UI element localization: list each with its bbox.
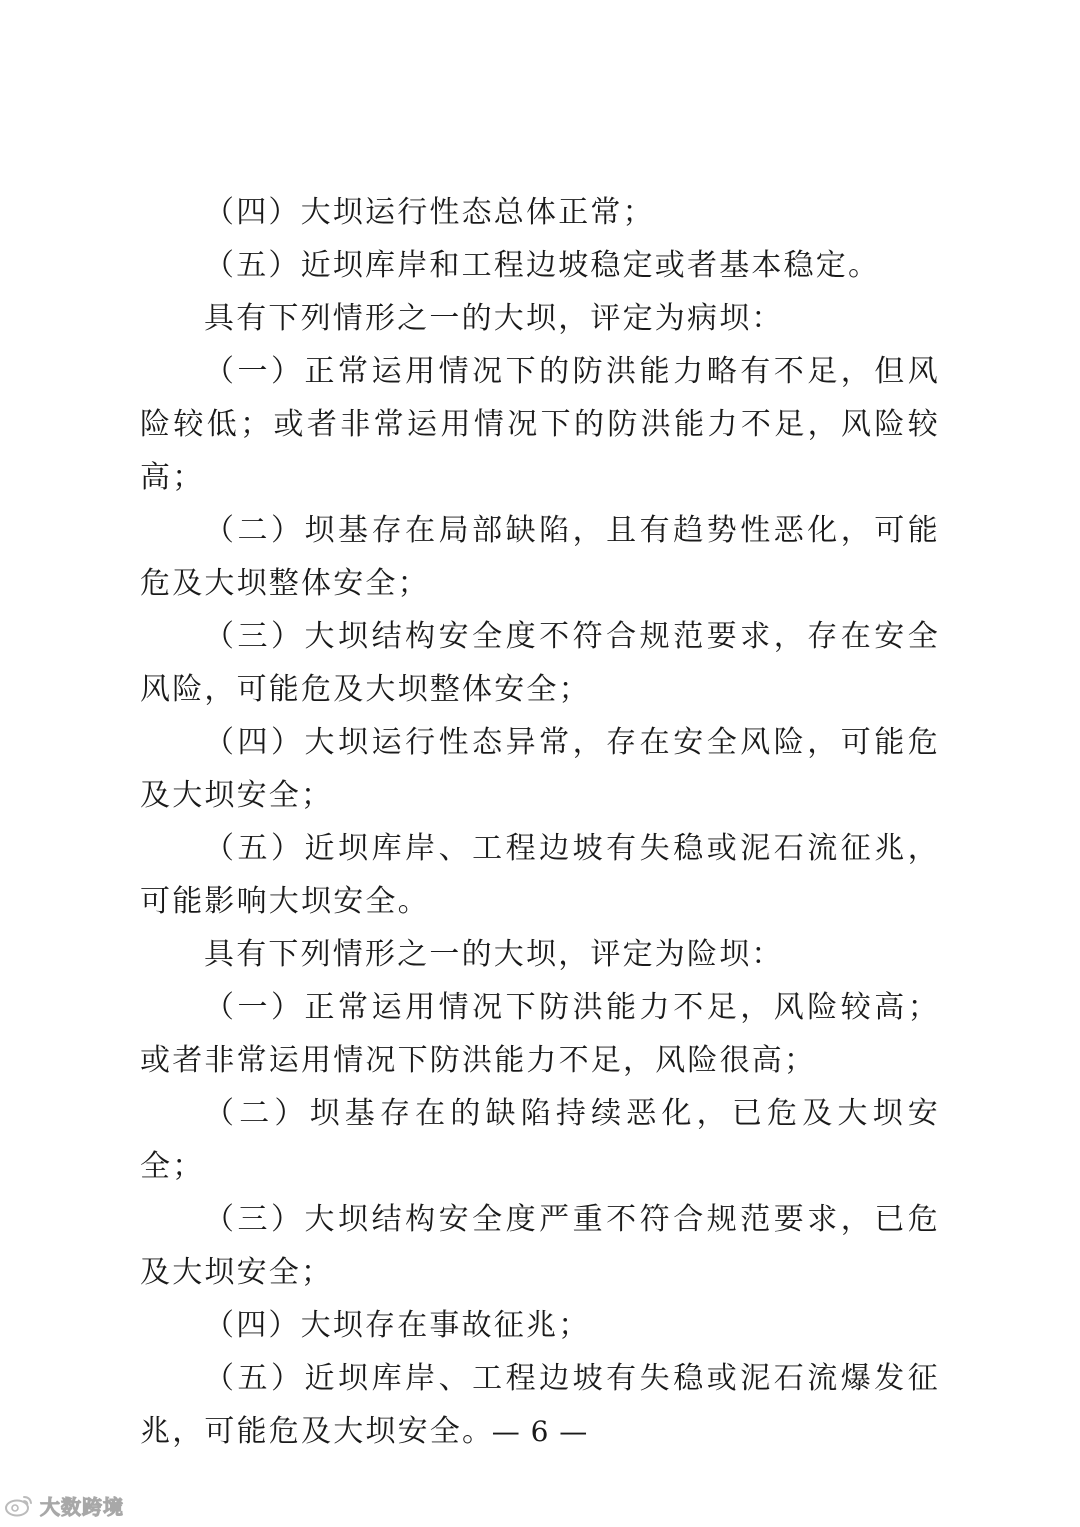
paragraph-danger-5-slope: （五）近坝库岸、工程边坡有失稳或泥石流爆发征兆，可能危及大坝安全。 — [140, 1361, 940, 1449]
paragraph-danger-3-structure: （三）大坝结构安全度严重不符合规范要求，已危及大坝安全； — [140, 1202, 940, 1290]
document-body — [140, 186, 940, 1458]
page-number: — 6 — — [491, 1415, 589, 1448]
watermark-text: 大数跨境 — [40, 1494, 124, 1519]
paragraph-5-slope-stable: （五）近坝库岸和工程边坡稳定或者基本稳定。 — [204, 248, 881, 283]
paragraph-danger-4-accident: （四）大坝存在事故征兆； — [204, 1308, 591, 1343]
paragraph-sick-3-structure: （三）大坝结构安全度不符合规范要求，存在安全风险，可能危及大坝整体安全； — [140, 619, 940, 707]
paragraph-sick-2-foundation: （二）坝基存在局部缺陷，且有趋势性恶化，可能危及大坝整体安全； — [140, 513, 940, 601]
paragraph-4-normal-status: （四）大坝运行性态总体正常； — [204, 195, 655, 230]
watermark — [4, 1490, 124, 1520]
paragraph-dangerous-dam-intro: 具有下列情形之一的大坝，评定为险坝： — [204, 937, 784, 972]
weibo-logo-icon — [4, 1493, 34, 1517]
paragraph-sick-5-slope: （五）近坝库岸、工程边坡有失稳或泥石流征兆，可能影响大坝安全。 — [140, 831, 940, 919]
paragraph-danger-2-foundation: （二）坝基存在的缺陷持续恶化，已危及大坝安全； — [140, 1096, 940, 1184]
paragraph-danger-1-flood: （一）正常运用情况下防洪能力不足，风险较高；或者非常运用情况下防洪能力不足，风险很高； — [140, 990, 940, 1078]
paragraph-sick-1-flood: （一）正常运用情况下的防洪能力略有不足，但风险较低；或者非常运用情况下的防洪能力不足，风险较高； — [140, 354, 940, 495]
paragraph-sick-4-operation: （四）大坝运行性态异常，存在安全风险，可能危及大坝安全； — [140, 725, 940, 813]
paragraph-sick-dam-intro: 具有下列情形之一的大坝，评定为病坝： — [204, 301, 784, 336]
